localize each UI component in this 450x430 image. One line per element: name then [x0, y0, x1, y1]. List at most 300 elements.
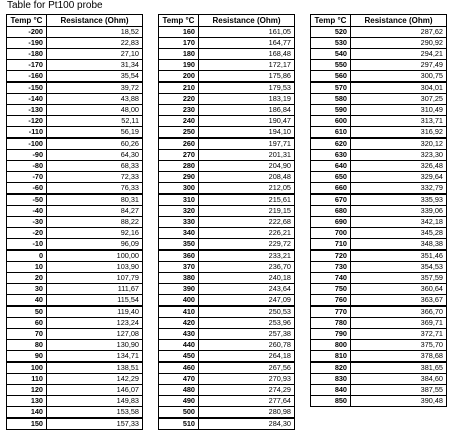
temp-cell: 770 [311, 306, 351, 318]
resistance-cell: 52,11 [47, 116, 143, 127]
resistance-cell: 194,10 [199, 127, 295, 139]
table-row [7, 60, 143, 71]
temp-cell: 140 [7, 407, 47, 419]
temp-cell: -120 [7, 116, 47, 127]
table-row [7, 105, 143, 116]
resistance-cell: 264,18 [199, 351, 295, 363]
resistance-cell: 348,38 [351, 239, 447, 251]
table-row [311, 105, 447, 116]
resistance-cell: 354,53 [351, 262, 447, 273]
resistance-cell: 103,90 [47, 262, 143, 273]
table-row [7, 250, 143, 262]
table-row [7, 329, 143, 340]
resistance-cell: 153,58 [47, 407, 143, 419]
temp-cell: 380 [159, 273, 199, 284]
table-row [311, 94, 447, 105]
resistance-cell: 222,68 [199, 217, 295, 228]
temp-cell: 630 [311, 150, 351, 161]
resistance-cell: 329,64 [351, 172, 447, 183]
temp-cell: 460 [159, 362, 199, 374]
resistance-cell: 164,77 [199, 38, 295, 49]
resistance-cell: 92,16 [47, 228, 143, 239]
temp-cell: 700 [311, 228, 351, 239]
temp-cell: 850 [311, 396, 351, 407]
resistance-cell: 257,38 [199, 329, 295, 340]
resistance-cell: 212,05 [199, 183, 295, 195]
temp-cell: -200 [7, 27, 47, 38]
table-row [311, 183, 447, 195]
temp-cell: 640 [311, 161, 351, 172]
resistance-cell: 357,59 [351, 273, 447, 284]
resistance-cell: 39,72 [47, 82, 143, 94]
table-row [159, 105, 295, 116]
table-row [7, 295, 143, 307]
table-row [7, 228, 143, 239]
resistance-cell: 339,06 [351, 206, 447, 217]
table-row [311, 27, 447, 38]
resistance-cell: 18,52 [47, 27, 143, 38]
temp-cell: 0 [7, 250, 47, 262]
resistance-cell: 233,21 [199, 250, 295, 262]
table-row [7, 27, 143, 38]
table-row [311, 82, 447, 94]
temp-cell: 590 [311, 105, 351, 116]
resistance-cell: 294,21 [351, 49, 447, 60]
temp-cell: 620 [311, 138, 351, 150]
table-row [311, 138, 447, 150]
table-row [159, 138, 295, 150]
table-row [311, 228, 447, 239]
temp-cell: 330 [159, 217, 199, 228]
resistance-cell: 127,08 [47, 329, 143, 340]
temp-cell: 440 [159, 340, 199, 351]
resistance-cell: 360,64 [351, 284, 447, 295]
temp-cell: 130 [7, 396, 47, 407]
resistance-cell: 179,53 [199, 82, 295, 94]
table-row [7, 239, 143, 251]
temp-cell: -40 [7, 206, 47, 217]
temp-cell: 740 [311, 273, 351, 284]
pt100-table-1 [6, 14, 143, 430]
page-title: Table for Pt100 probe [7, 0, 103, 11]
table-row [159, 262, 295, 273]
temp-cell: 10 [7, 262, 47, 273]
resistance-cell: 229,72 [199, 239, 295, 251]
table-row [159, 374, 295, 385]
resistance-cell: 313,71 [351, 116, 447, 127]
table-row [7, 161, 143, 172]
resistance-cell: 274,29 [199, 385, 295, 396]
resistance-cell: 96,09 [47, 239, 143, 251]
temp-cell: 530 [311, 38, 351, 49]
resistance-cell: 149,83 [47, 396, 143, 407]
resistance-cell: 332,79 [351, 183, 447, 195]
table-row [7, 362, 143, 374]
table-row [159, 94, 295, 105]
temp-cell: 600 [311, 116, 351, 127]
resistance-cell: 366,70 [351, 306, 447, 318]
temp-cell: 90 [7, 351, 47, 363]
temp-cell: 520 [311, 27, 351, 38]
table-row [311, 318, 447, 329]
table-row [159, 49, 295, 60]
temp-cell: 430 [159, 329, 199, 340]
table-row [7, 418, 143, 430]
table-row [7, 340, 143, 351]
temp-cell: 260 [159, 138, 199, 150]
table-row [159, 228, 295, 239]
table-row [311, 340, 447, 351]
resistance-column-header: Resistance (Ohm) [199, 15, 295, 27]
temp-cell: 500 [159, 407, 199, 419]
table-row [311, 150, 447, 161]
resistance-cell: 226,21 [199, 228, 295, 239]
table-row [311, 284, 447, 295]
temp-cell: 800 [311, 340, 351, 351]
temp-cell: 660 [311, 183, 351, 195]
table-row [7, 351, 143, 363]
temp-cell: 80 [7, 340, 47, 351]
temp-cell: 150 [7, 418, 47, 430]
table-row [311, 127, 447, 139]
temp-cell: 100 [7, 362, 47, 374]
resistance-cell: 130,90 [47, 340, 143, 351]
table-row [159, 250, 295, 262]
temp-cell: -20 [7, 228, 47, 239]
temp-cell: -110 [7, 127, 47, 139]
resistance-cell: 31,34 [47, 60, 143, 71]
temp-cell: 710 [311, 239, 351, 251]
temp-cell: -50 [7, 194, 47, 206]
table-row [311, 262, 447, 273]
temp-cell: 450 [159, 351, 199, 363]
resistance-cell: 115,54 [47, 295, 143, 307]
table-row [7, 194, 143, 206]
resistance-cell: 22,83 [47, 38, 143, 49]
resistance-cell: 247,09 [199, 295, 295, 307]
temp-cell: -130 [7, 105, 47, 116]
resistance-cell: 236,70 [199, 262, 295, 273]
table-row [159, 150, 295, 161]
temp-cell: 750 [311, 284, 351, 295]
table-row [159, 172, 295, 183]
temp-cell: 320 [159, 206, 199, 217]
table-row [7, 138, 143, 150]
resistance-cell: 107,79 [47, 273, 143, 284]
table-row [159, 273, 295, 284]
resistance-cell: 134,71 [47, 351, 143, 363]
table-row [159, 362, 295, 374]
temp-cell: -70 [7, 172, 47, 183]
resistance-cell: 100,00 [47, 250, 143, 262]
resistance-cell: 76,33 [47, 183, 143, 195]
temp-cell: 40 [7, 295, 47, 307]
temp-cell: 420 [159, 318, 199, 329]
temp-cell: 280 [159, 161, 199, 172]
temp-cell: 50 [7, 306, 47, 318]
resistance-cell: 250,53 [199, 306, 295, 318]
temp-column-header: Temp °C [159, 15, 199, 27]
temp-cell: 190 [159, 60, 199, 71]
table-row [159, 217, 295, 228]
temp-cell: 110 [7, 374, 47, 385]
table-row [159, 418, 295, 430]
resistance-cell: 215,61 [199, 194, 295, 206]
table-row [159, 38, 295, 49]
resistance-cell: 378,68 [351, 351, 447, 363]
table-row [159, 206, 295, 217]
temp-cell: 560 [311, 71, 351, 83]
resistance-cell: 68,33 [47, 161, 143, 172]
temp-cell: -140 [7, 94, 47, 105]
resistance-cell: 345,28 [351, 228, 447, 239]
temp-cell: 210 [159, 82, 199, 94]
table-row [7, 206, 143, 217]
resistance-cell: 146,07 [47, 385, 143, 396]
table-row [7, 49, 143, 60]
resistance-cell: 175,86 [199, 71, 295, 83]
resistance-cell: 280,98 [199, 407, 295, 419]
temp-cell: 240 [159, 116, 199, 127]
resistance-cell: 48,00 [47, 105, 143, 116]
temp-cell: 160 [159, 27, 199, 38]
temp-column-header: Temp °C [311, 15, 351, 27]
temp-cell: 370 [159, 262, 199, 273]
resistance-cell: 390,48 [351, 396, 447, 407]
resistance-cell: 387,55 [351, 385, 447, 396]
temp-cell: 810 [311, 351, 351, 363]
temp-cell: 230 [159, 105, 199, 116]
resistance-cell: 43,88 [47, 94, 143, 105]
resistance-cell: 320,12 [351, 138, 447, 150]
table-row [7, 407, 143, 419]
header-row [7, 15, 143, 27]
resistance-cell: 111,67 [47, 284, 143, 295]
resistance-cell: 142,29 [47, 374, 143, 385]
pt100-table-3 [310, 14, 447, 407]
temp-column-header: Temp °C [7, 15, 47, 27]
table-row [311, 396, 447, 407]
resistance-cell: 138,51 [47, 362, 143, 374]
temp-cell: 310 [159, 194, 199, 206]
table-row [159, 351, 295, 363]
table-row [159, 60, 295, 71]
temp-cell: 350 [159, 239, 199, 251]
temp-cell: 650 [311, 172, 351, 183]
resistance-column-header: Resistance (Ohm) [351, 15, 447, 27]
resistance-cell: 342,18 [351, 217, 447, 228]
table-row [7, 71, 143, 83]
table-row [7, 273, 143, 284]
table-row [311, 49, 447, 60]
resistance-cell: 168,48 [199, 49, 295, 60]
temp-cell: -170 [7, 60, 47, 71]
temp-cell: -10 [7, 239, 47, 251]
temp-cell: 720 [311, 250, 351, 262]
resistance-cell: 208,48 [199, 172, 295, 183]
resistance-cell: 35,54 [47, 71, 143, 83]
resistance-cell: 372,71 [351, 329, 447, 340]
table-row [7, 318, 143, 329]
table-row [159, 71, 295, 83]
table-row [311, 161, 447, 172]
table-row [311, 239, 447, 251]
table-row [311, 60, 447, 71]
resistance-cell: 287,62 [351, 27, 447, 38]
temp-cell: -160 [7, 71, 47, 83]
resistance-cell: 326,48 [351, 161, 447, 172]
temp-cell: 470 [159, 374, 199, 385]
temp-cell: 220 [159, 94, 199, 105]
table-row [311, 38, 447, 49]
resistance-cell: 243,64 [199, 284, 295, 295]
resistance-cell: 323,30 [351, 150, 447, 161]
table-row [311, 217, 447, 228]
temp-cell: -80 [7, 161, 47, 172]
resistance-cell: 316,92 [351, 127, 447, 139]
resistance-cell: 253,96 [199, 318, 295, 329]
temp-cell: 550 [311, 60, 351, 71]
resistance-cell: 84,27 [47, 206, 143, 217]
temp-cell: 840 [311, 385, 351, 396]
table-row [311, 362, 447, 374]
table-row [311, 273, 447, 284]
resistance-cell: 270,93 [199, 374, 295, 385]
temp-cell: 250 [159, 127, 199, 139]
resistance-cell: 290,92 [351, 38, 447, 49]
table-row [311, 295, 447, 307]
table-row [7, 217, 143, 228]
temp-cell: 270 [159, 150, 199, 161]
temp-cell: -100 [7, 138, 47, 150]
temp-cell: 680 [311, 206, 351, 217]
resistance-cell: 161,05 [199, 27, 295, 38]
resistance-cell: 369,71 [351, 318, 447, 329]
temp-cell: 480 [159, 385, 199, 396]
resistance-column-header: Resistance (Ohm) [47, 15, 143, 27]
table-row [159, 183, 295, 195]
table-row [7, 262, 143, 273]
resistance-cell: 72,33 [47, 172, 143, 183]
temp-cell: 730 [311, 262, 351, 273]
temp-cell: -60 [7, 183, 47, 195]
temp-cell: 300 [159, 183, 199, 195]
header-row [311, 15, 447, 27]
table-row [311, 250, 447, 262]
temp-cell: 760 [311, 295, 351, 307]
table-row [311, 329, 447, 340]
temp-cell: 400 [159, 295, 199, 307]
table-row [311, 194, 447, 206]
resistance-cell: 201,31 [199, 150, 295, 161]
temp-cell: 20 [7, 273, 47, 284]
resistance-cell: 284,30 [199, 418, 295, 430]
temp-cell: 410 [159, 306, 199, 318]
table-row [7, 127, 143, 139]
temp-cell: -190 [7, 38, 47, 49]
table-row [311, 385, 447, 396]
resistance-cell: 381,65 [351, 362, 447, 374]
temp-cell: 670 [311, 194, 351, 206]
table-row [159, 284, 295, 295]
table-row [159, 306, 295, 318]
resistance-cell: 351,46 [351, 250, 447, 262]
temp-cell: 540 [311, 49, 351, 60]
resistance-cell: 88,22 [47, 217, 143, 228]
table-row [159, 385, 295, 396]
resistance-cell: 183,19 [199, 94, 295, 105]
resistance-cell: 172,17 [199, 60, 295, 71]
resistance-cell: 307,25 [351, 94, 447, 105]
table-row [7, 374, 143, 385]
resistance-cell: 277,64 [199, 396, 295, 407]
temp-cell: 780 [311, 318, 351, 329]
table-row [7, 385, 143, 396]
temp-cell: 70 [7, 329, 47, 340]
resistance-cell: 260,78 [199, 340, 295, 351]
resistance-cell: 297,49 [351, 60, 447, 71]
resistance-cell: 56,19 [47, 127, 143, 139]
table-row [159, 396, 295, 407]
resistance-cell: 60,26 [47, 138, 143, 150]
table-row [7, 82, 143, 94]
resistance-cell: 335,93 [351, 194, 447, 206]
temp-cell: 610 [311, 127, 351, 139]
resistance-cell: 240,18 [199, 273, 295, 284]
resistance-cell: 384,60 [351, 374, 447, 385]
table-row [159, 340, 295, 351]
resistance-cell: 80,31 [47, 194, 143, 206]
temp-cell: 170 [159, 38, 199, 49]
table-row [159, 27, 295, 38]
temp-cell: -90 [7, 150, 47, 161]
temp-cell: 390 [159, 284, 199, 295]
resistance-cell: 363,67 [351, 295, 447, 307]
resistance-cell: 27,10 [47, 49, 143, 60]
table-row [311, 306, 447, 318]
pt100-table-2 [158, 14, 295, 430]
table-row [159, 116, 295, 127]
resistance-cell: 267,56 [199, 362, 295, 374]
table-row [311, 374, 447, 385]
temp-cell: 200 [159, 71, 199, 83]
temp-cell: -180 [7, 49, 47, 60]
table-row [311, 172, 447, 183]
resistance-cell: 64,30 [47, 150, 143, 161]
resistance-cell: 219,15 [199, 206, 295, 217]
temp-cell: 180 [159, 49, 199, 60]
resistance-cell: 157,33 [47, 418, 143, 430]
resistance-cell: 190,47 [199, 116, 295, 127]
table-row [7, 116, 143, 127]
resistance-cell: 310,49 [351, 105, 447, 116]
resistance-cell: 300,75 [351, 71, 447, 83]
temp-cell: 820 [311, 362, 351, 374]
resistance-cell: 186,84 [199, 105, 295, 116]
table-row [7, 172, 143, 183]
temp-cell: 570 [311, 82, 351, 94]
table-row [7, 183, 143, 195]
table-row [7, 284, 143, 295]
header-row [159, 15, 295, 27]
table-row [7, 306, 143, 318]
table-row [159, 318, 295, 329]
resistance-cell: 375,70 [351, 340, 447, 351]
temp-cell: 510 [159, 418, 199, 430]
temp-cell: 830 [311, 374, 351, 385]
temp-cell: 290 [159, 172, 199, 183]
table-row [7, 150, 143, 161]
